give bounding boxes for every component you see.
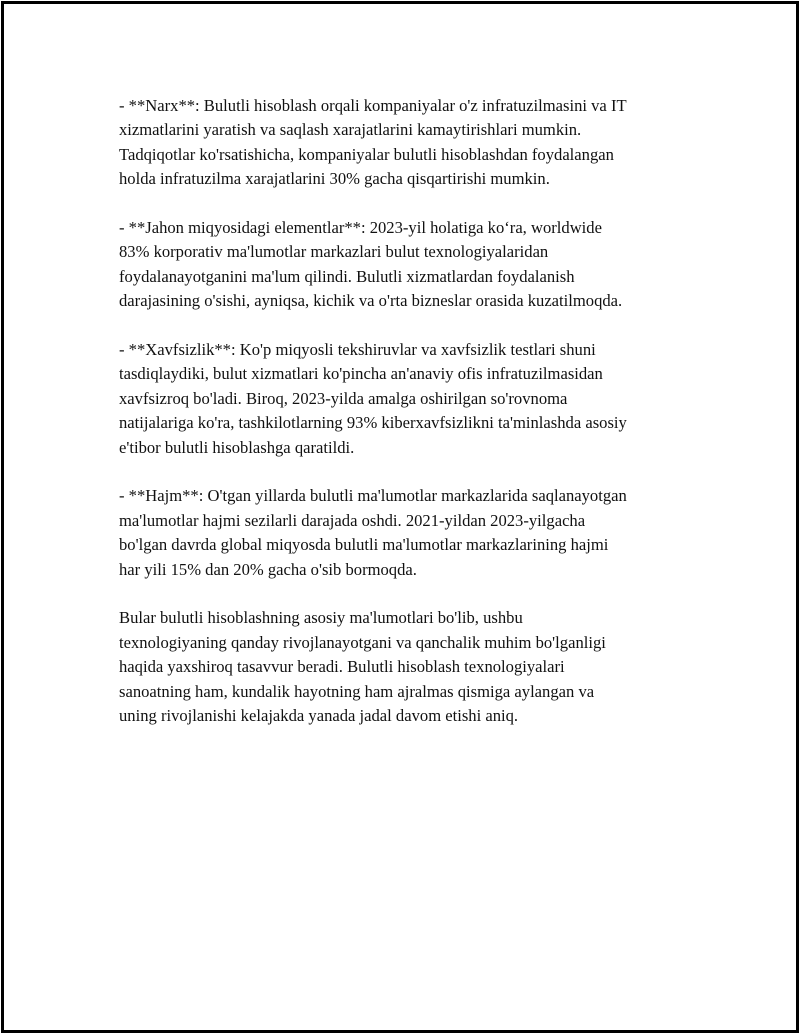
text-line: sanoatning ham, kundalik hayotning ham ajralmas qismiga aylangan va xyxy=(119,681,595,701)
paragraph-narx xyxy=(119,94,699,192)
text-line: holda infratuzilma xarajatlarini 30% gacha qisqartirishi mumkin. xyxy=(119,169,550,189)
text-line: e'tibor bulutli hisoblashga qaratildi. xyxy=(119,437,355,457)
paragraph-conclusion xyxy=(119,606,699,728)
text-line: foydalanayotganini ma'lum qilindi. Bulutli xizmatlardan foydalanish xyxy=(119,266,575,286)
paragraph-xavfsizlik xyxy=(119,338,699,460)
text-line: Tadqiqotlar ko'rsatishicha, kompaniyalar bulutli hisoblashdan foydalangan xyxy=(119,144,614,164)
text-line: - **Hajm**: O'tgan yillarda bulutli ma'lumotlar markazlarida saqlanayotgan xyxy=(119,486,627,506)
text-line: bo'lgan davrda global miqyosda bulutli ma'lumotlar markazlarining hajmi xyxy=(119,535,609,555)
text-line: darajasining o'sishi, ayniqsa, kichik va o'rta bizneslar orasida kuzatilmoqda. xyxy=(119,291,623,311)
text-line: 83% korporativ ma'lumotlar markazlari bulut texnologiyalaridan xyxy=(119,242,549,262)
text-line: Bular bulutli hisoblashning asosiy ma'lumotlari bo'lib, ushbu xyxy=(119,608,523,628)
document-body xyxy=(119,94,699,753)
text-line: natijalariga ko'ra, tashkilotlarning 93% kiberxavfsizlikni ta'minlashda asosiy xyxy=(119,413,627,433)
text-line: ma'lumotlar hajmi sezilarli darajada oshdi. 2021-yildan 2023-yilgacha xyxy=(119,510,586,530)
text-line: - **Jahon miqyosidagi elementlar**: 2023-yil holatiga ko‘ra, worldwide xyxy=(119,218,602,238)
paragraph-jahon xyxy=(119,216,699,314)
document-page xyxy=(1,1,799,1033)
text-line: xavfsizroq bo'ladi. Biroq, 2023-yilda amalga oshirilgan so'rovnoma xyxy=(119,388,568,408)
text-line: - **Narx**: Bulutli hisoblash orqali kompaniyalar o'z infratuzilmasini va IT xyxy=(119,96,627,115)
text-line: tasdiqlaydiki, bulut xizmatlari ko'pincha an'anaviy ofis infratuzilmasidan xyxy=(119,364,603,384)
text-line: - **Xavfsizlik**: Ko'p miqyosli tekshiruvlar va xavfsizlik testlari shuni xyxy=(119,340,596,360)
text-line: uning rivojlanishi kelajakda yanada jadal davom etishi aniq. xyxy=(119,706,519,726)
text-line: xizmatlarini yaratish va saqlash xarajatlarini kamaytirishlari mumkin. xyxy=(119,120,582,140)
text-line: texnologiyaning qanday rivojlanayotgani va qanchalik muhim bo'lganligi xyxy=(119,632,606,652)
text-line: haqida yaxshiroq tasavvur beradi. Bulutli hisoblash texnologiyalari xyxy=(119,657,565,677)
paragraph-hajm xyxy=(119,484,699,582)
text-line: har yili 15% dan 20% gacha o'sib bormoqda. xyxy=(119,559,417,579)
